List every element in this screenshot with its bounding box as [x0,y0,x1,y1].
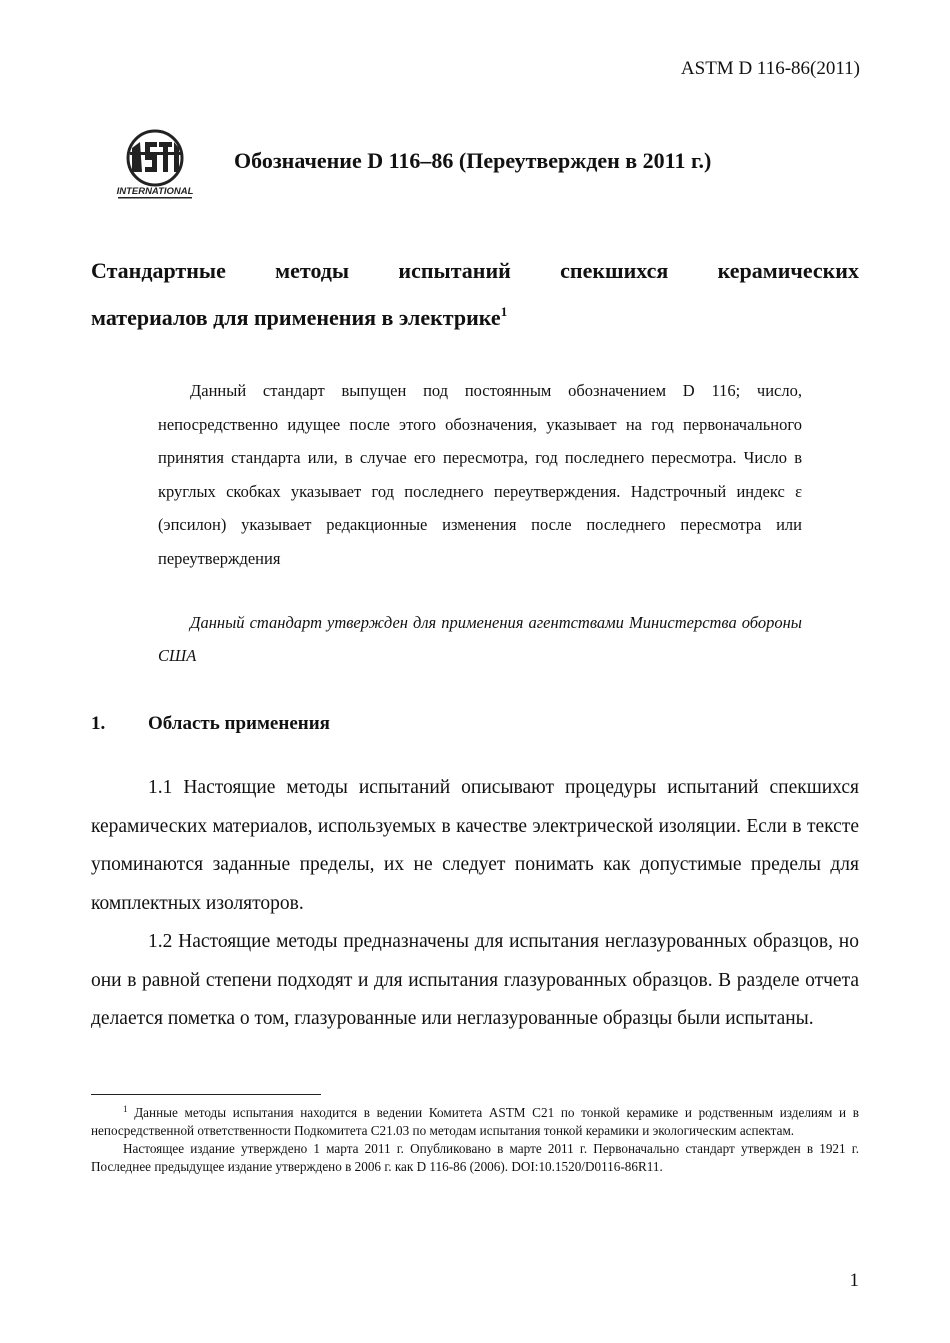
astm-logo [112,128,198,200]
astm-logo-icon [112,128,198,200]
document-designation: Обозначение D 116–86 (Переутвержден в 2011 г.) [234,148,712,173]
footnote-mark: 1 [123,1104,128,1114]
paragraph-1-2: 1.2 Настоящие методы предназначены для испытания неглазурованных образцов, но они в равной степени подходят и для испытания глазурованных образцов. В разделе отчета делается пометка о том, глазурованные или неглазурованные образцы были испытаны. [91,931,859,1029]
section-number: 1. [91,713,106,734]
standard-note-text: Данный стандарт выпущен под постоянным обозначением D 116; число, непосредственно идущее после этого обозначения, указывает на год первоначального принятия стандарта или, в случае его пересмотра, год последнего пересмотра. Число в круглых скобках указывает год последнего переутверждения. Надстрочный индекс ε (эпсилон) указывает редакционные изменения после последнего пересмотра или переутверждения [158,381,802,568]
title-line-2: материалов для применения в электрике [91,305,501,330]
footnotes [91,1100,859,1176]
footnote-1-text: Данные методы испытания находится в ведении Комитета ASTM C21 по тонкой керамике и родственным изделиям и в непосредственной ответственности Подкомитета C21.03 по методам испытания тонкой керамики и экологическим аспектам. [91,1105,860,1138]
section-body [91,769,859,1039]
title-line-1: Стандартные методы испытаний спекшихся керамических [91,258,859,283]
footnote-2: Настоящее издание утверждено 1 марта 2011 г. Опубликовано в марте 2011 г. Первоначально стандарт утвержден в 1921 г. Последнее предыдущее издание утверждено в 2006 г. как D 116-86 (2006). DOI:10.1520/D0116-86R11. [91,1141,859,1174]
dod-approval-text: Данный стандарт утвержден для применения агентствами Министерства обороны США [158,613,802,665]
logo-text: INTERNATIONAL [116,186,194,197]
page-number: 1 [849,1270,859,1291]
section-title: Область применения [148,713,330,734]
section-heading [91,713,330,735]
document-title [91,250,859,338]
document-code-header: ASTM D 116-86(2011) [680,58,860,79]
paragraph-1-1: 1.1 Настоящие методы испытаний описывают процедуры испытаний спекшихся керамических материалов, используемых в качестве электрической изоляции. Если в тексте упоминаются заданные пределы, их не следует понимать как допустимые пределы для комплектных изоляторов. [91,777,859,914]
footnote-divider [91,1094,321,1095]
dod-approval-note [158,606,802,672]
title-footnote-ref: 1 [500,304,508,319]
footnote-1 [91,1100,859,1140]
standard-note [158,374,802,575]
